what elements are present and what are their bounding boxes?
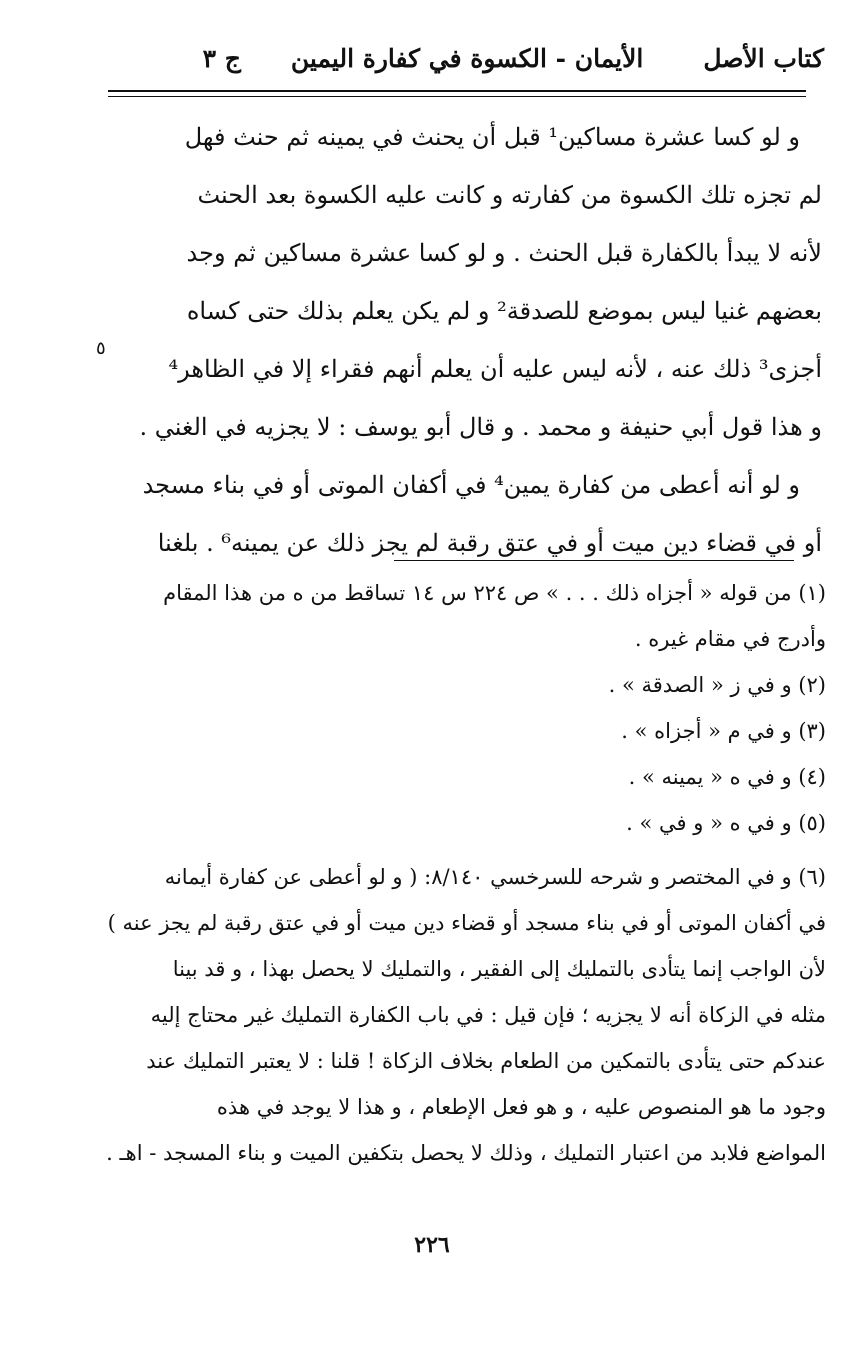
main-line: بعضهم غنيا ليس بموضع للصدقة² و لم يكن يعلم بذلك حتى كساه bbox=[186, 297, 822, 325]
header-book-title: كتاب الأصل bbox=[703, 43, 824, 73]
main-line: و هذا قول أبي حنيفة و محمد . و قال أبو يوسف : لا يجزيه في الغني . bbox=[139, 413, 822, 441]
footnote-line: مثله في الزكاة أنه لا يجزيه ؛ فإن قيل : في باب الكفارة التمليك غير محتاج إليه bbox=[150, 1003, 826, 1027]
footnote-separator bbox=[394, 560, 794, 561]
running-header bbox=[104, 34, 824, 82]
footnote-line: (٦) و في المختصر و شرحه للسرخسي ٨/١٤٠: ( و لو أعطى عن كفارة أيمانه bbox=[164, 865, 826, 889]
main-line: أجزى³ ذلك عنه ، لأنه ليس عليه أن يعلم أنهم فقراء إلا في الظاهر⁴ bbox=[168, 355, 822, 383]
footnotes bbox=[106, 570, 826, 1176]
footnote-line: (٣) و في م « أجزاه » . bbox=[621, 719, 826, 743]
footnote-gap bbox=[106, 846, 826, 854]
footnote-line: وأدرج في مقام غيره . bbox=[634, 627, 826, 651]
footnote-line: وجود ما هو المنصوص عليه ، و هو فعل الإطعام ، و هذا لا يوجد في هذه bbox=[216, 1095, 826, 1119]
header-rule-thick bbox=[108, 90, 806, 92]
main-text bbox=[112, 108, 822, 572]
page-number: ٢٢٦ bbox=[414, 1232, 450, 1258]
footnote-line: (٢) و في ز « الصدقة » . bbox=[608, 673, 826, 697]
main-line: أو في قضاء دين ميت أو في عتق رقبة لم يجز ذلك عن يمينه⁶ . بلغنا bbox=[157, 529, 822, 557]
footnote-line: المواضع فلابد من اعتبار التمليك ، وذلك لا يحصل بتكفين الميت و بناء المسجد - اهـ . bbox=[106, 1141, 826, 1165]
footnote-line: (٥) و في ه « و في » . bbox=[626, 811, 826, 835]
footnote-line: (١) من قوله « أجزاه ذلك . . . » ص ٢٢٤ س ١٤ تساقط من ه من هذا المقام bbox=[163, 581, 826, 605]
footnote-line: عندكم حتى يتأدى بالتمكين من الطعام بخلاف الزكاة ! قلنا : لا يعتبر التمليك عند bbox=[146, 1049, 826, 1073]
header-rule-thin bbox=[108, 96, 806, 97]
margin-note: ٥ bbox=[96, 338, 106, 359]
main-line: و لو كسا عشرة مساكين¹ قبل أن يحنث في يمينه ثم حنث فهل bbox=[184, 123, 800, 151]
footnote-line: لأن الواجب إنما يتأدى بالتمليك إلى الفقير ، والتمليك لا يحصل بهذا ، و قد بينا bbox=[172, 957, 826, 981]
header-part-number: ج ٣ bbox=[202, 43, 241, 73]
header-chapter-title: الأيمان - الكسوة في كفارة اليمين bbox=[290, 43, 644, 73]
main-line: لأنه لا يبدأ بالكفارة قبل الحنث . و لو كسا عشرة مساكين ثم وجد bbox=[186, 239, 822, 267]
footnote-line: في أكفان الموتى أو في بناء مسجد أو قضاء دين ميت أو في عتق رقبة لم يجز عنه ) bbox=[107, 911, 826, 935]
main-line: و لو أنه أعطى من كفارة يمين⁴ في أكفان الموتى أو في بناء مسجد bbox=[142, 471, 800, 499]
main-line: لم تجزه تلك الكسوة من كفارته و كانت عليه الكسوة بعد الحنث bbox=[197, 181, 822, 209]
footnote-line: (٤) و في ه « يمينه » . bbox=[628, 765, 826, 789]
